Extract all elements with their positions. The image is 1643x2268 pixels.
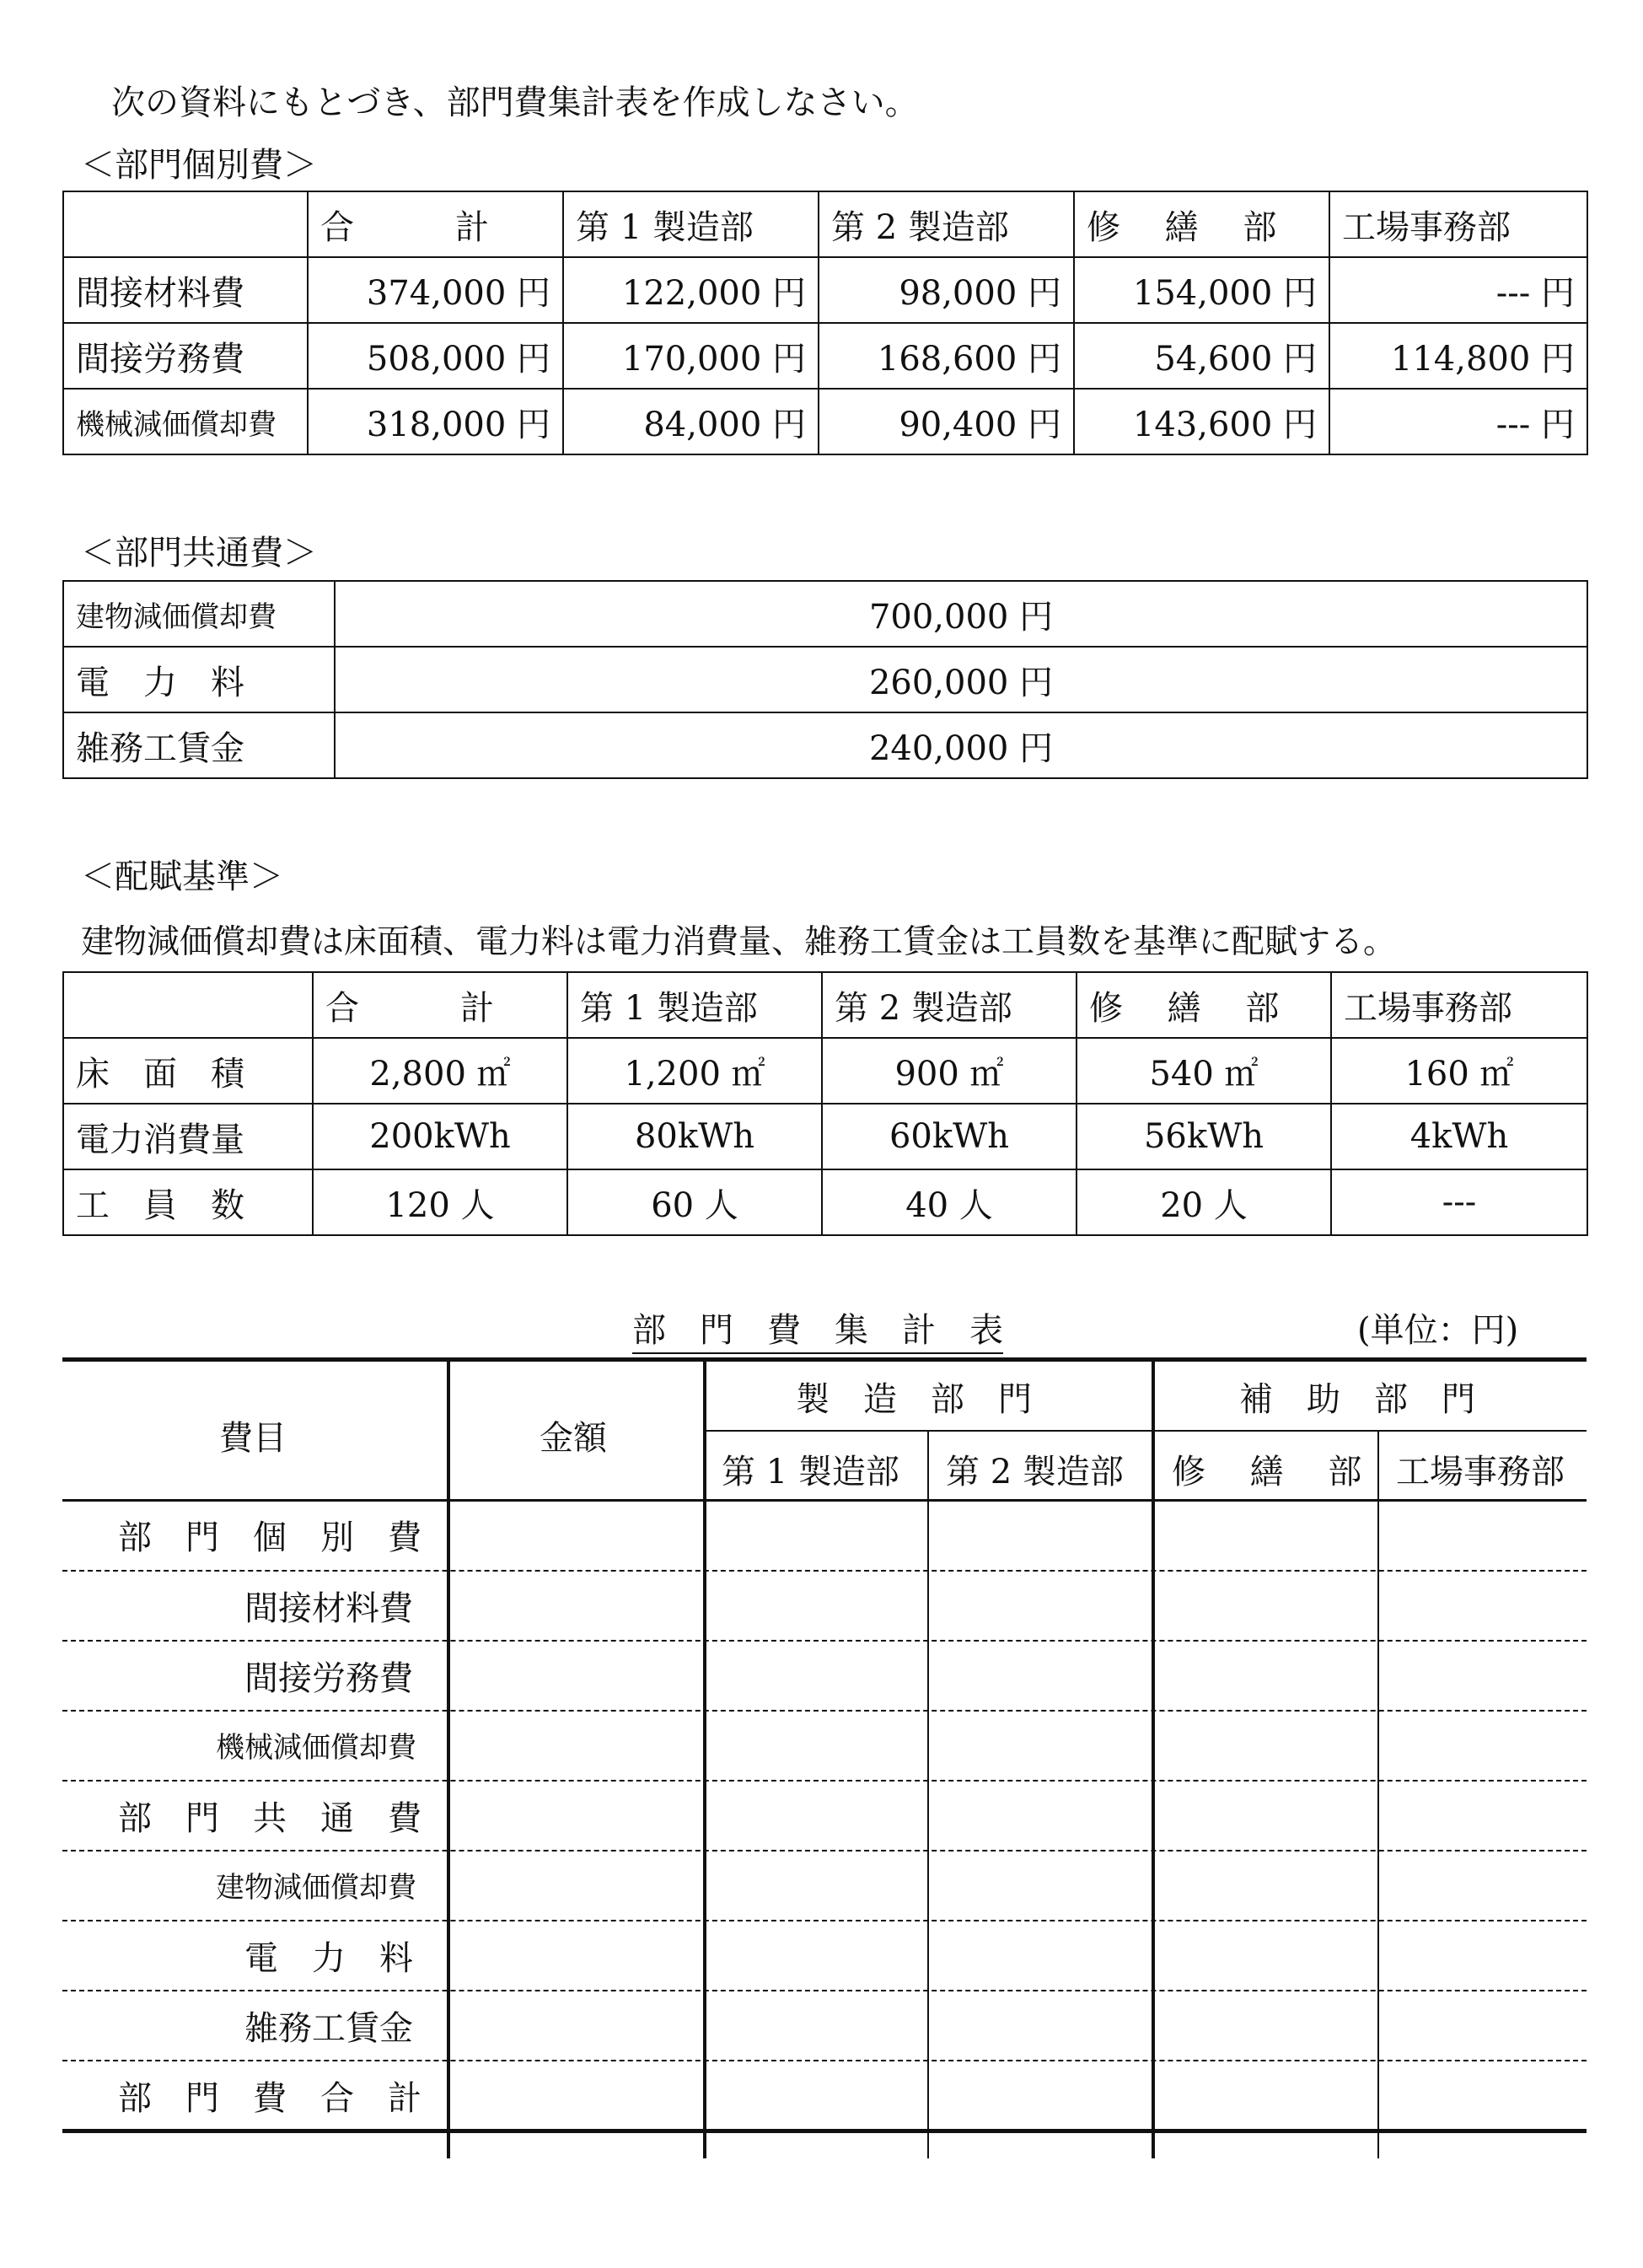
column-header-item: 費目: [219, 1419, 287, 1458]
value-cell: --- 円: [1329, 389, 1587, 454]
value-cell: 120 人: [313, 1169, 567, 1235]
individual-heading: ＜部門個別費＞: [81, 146, 317, 185]
row-label-department-total: 部 門 費 合 計: [118, 2079, 421, 2118]
value-cell: 40 人: [822, 1169, 1077, 1235]
row-label: 電力消費量: [63, 1104, 313, 1169]
row-label-machine-depreciation: 機械減価償却費: [216, 1731, 416, 1765]
row-label-misc-wages: 雑務工賃金: [244, 2009, 413, 2048]
column-divider: [927, 1430, 929, 2158]
value-cell: 508,000 円: [308, 323, 563, 389]
row-separator: [62, 1920, 1587, 1921]
value-cell: 700,000 円: [335, 581, 1587, 647]
value-cell: 240,000 円: [335, 712, 1587, 778]
value-cell: ---: [1331, 1169, 1587, 1235]
individual-cost-table: [62, 191, 1588, 455]
allocation-basis-table: [62, 971, 1588, 1236]
header-cell: 合 計: [308, 191, 563, 257]
value-cell: 60kWh: [822, 1104, 1077, 1169]
row-label-individual-total: 部 門 個 別 費: [118, 1518, 421, 1557]
value-cell: 200kWh: [313, 1104, 567, 1169]
value-cell: 98,000 円: [819, 257, 1074, 323]
row-label: 雑務工賃金: [63, 712, 335, 778]
header-cell: 工場事務部: [1329, 191, 1587, 257]
value-cell: 20 人: [1077, 1169, 1331, 1235]
basis-heading: ＜配賦基準＞: [81, 857, 283, 896]
header-cell: 第 2 製造部: [819, 191, 1074, 257]
row-separator: [62, 2060, 1587, 2061]
table-row: [63, 581, 1587, 647]
row-label-building-depreciation: 建物減価償却費: [216, 1871, 416, 1905]
value-cell: 260,000 円: [335, 647, 1587, 712]
subheader-dept2: 第 2 製造部: [946, 1453, 1124, 1491]
row-separator: [62, 1710, 1587, 1712]
column-divider: [703, 1357, 706, 2158]
column-divider: [1152, 1357, 1155, 2158]
table-row: [63, 712, 1587, 778]
value-cell: 54,600 円: [1074, 323, 1329, 389]
value-cell: 84,000 円: [563, 389, 819, 454]
row-separator: [62, 1850, 1587, 1851]
value-cell: 90,400 円: [819, 389, 1074, 454]
header-cell: [63, 191, 308, 257]
row-label: 間接材料費: [63, 257, 308, 323]
header-cell: 第 2 製造部: [822, 972, 1077, 1038]
row-label-common-total: 部 門 共 通 費: [118, 1799, 421, 1838]
table-header-row: [63, 191, 1587, 257]
header-cell: 工場事務部: [1331, 972, 1587, 1038]
row-label-power: 電 力 料: [244, 1939, 413, 1978]
common-cost-table: [62, 580, 1588, 779]
value-cell: 4kWh: [1331, 1104, 1587, 1169]
row-label: 建物減価償却費: [63, 581, 335, 647]
value-cell: 60 人: [567, 1169, 822, 1235]
header-cell: [63, 972, 313, 1038]
subheader-dept1: 第 1 製造部: [722, 1453, 899, 1491]
basis-note: 建物減価償却費は床面積、電力料は電力消費量、雑務工賃金は工員数を基準に配賦する。: [81, 923, 1397, 961]
table-row: [63, 389, 1587, 454]
subheader-factory-office: 工場事務部: [1396, 1453, 1565, 1491]
value-cell: 1,200 ㎡: [567, 1038, 822, 1104]
row-label: 電 力 料: [63, 647, 335, 712]
table-row: [63, 257, 1587, 323]
value-cell: 2,800 ㎡: [313, 1038, 567, 1104]
sheet-bottom-border: [62, 2129, 1587, 2133]
subheader-repair: 修 繕 部: [1172, 1453, 1362, 1491]
table-row: [63, 1104, 1587, 1169]
header-cell: 第 1 製造部: [567, 972, 822, 1038]
row-label: 間接労務費: [63, 323, 308, 389]
value-cell: 374,000 円: [308, 257, 563, 323]
header-cell: 第 1 製造部: [563, 191, 819, 257]
value-cell: 170,000 円: [563, 323, 819, 389]
value-cell: 154,000 円: [1074, 257, 1329, 323]
unit-label: (単位：円): [1357, 1311, 1519, 1350]
header-bottom-border: [62, 1499, 1587, 1502]
common-heading: ＜部門共通費＞: [81, 534, 317, 572]
value-cell: --- 円: [1329, 257, 1587, 323]
sheet-top-border: [62, 1357, 1587, 1362]
column-divider: [1377, 1430, 1379, 2158]
row-label-indirect-material: 間接材料費: [244, 1589, 413, 1628]
summary-title: 部 門 費 集 計 表: [632, 1314, 1003, 1354]
column-header-amount: 金額: [540, 1419, 607, 1458]
row-separator: [62, 1570, 1587, 1572]
row-separator: [62, 1780, 1587, 1782]
value-cell: 122,000 円: [563, 257, 819, 323]
header-cell: 修 繕 部: [1074, 191, 1329, 257]
column-divider: [447, 1357, 450, 2158]
table-row: [63, 323, 1587, 389]
value-cell: 143,600 円: [1074, 389, 1329, 454]
header-cell: 修 繕 部: [1077, 972, 1331, 1038]
table-row: [63, 1169, 1587, 1235]
row-separator: [62, 1990, 1587, 1991]
header-cell: 合 計: [313, 972, 567, 1038]
value-cell: 168,600 円: [819, 323, 1074, 389]
value-cell: 114,800 円: [1329, 323, 1587, 389]
value-cell: 900 ㎡: [822, 1038, 1077, 1104]
table-row: [63, 1038, 1587, 1104]
instruction-text: 次の資料にもとづき、部門費集計表を作成しなさい。: [111, 83, 919, 122]
table-row: [63, 647, 1587, 712]
value-cell: 540 ㎡: [1077, 1038, 1331, 1104]
row-separator: [62, 1640, 1587, 1642]
value-cell: 56kWh: [1077, 1104, 1331, 1169]
group-divider: [705, 1430, 1587, 1432]
value-cell: 318,000 円: [308, 389, 563, 454]
group-header-auxiliary: 補 助 部 門: [1239, 1380, 1475, 1419]
group-header-manufacturing: 製 造 部 門: [796, 1380, 1032, 1419]
value-cell: 80kWh: [567, 1104, 822, 1169]
row-label: 工 員 数: [63, 1169, 313, 1235]
row-label: 床 面 積: [63, 1038, 313, 1104]
value-cell: 160 ㎡: [1331, 1038, 1587, 1104]
row-label-indirect-labor: 間接労務費: [244, 1659, 413, 1698]
table-header-row: [63, 972, 1587, 1038]
row-label: 機械減価償却費: [63, 389, 308, 454]
